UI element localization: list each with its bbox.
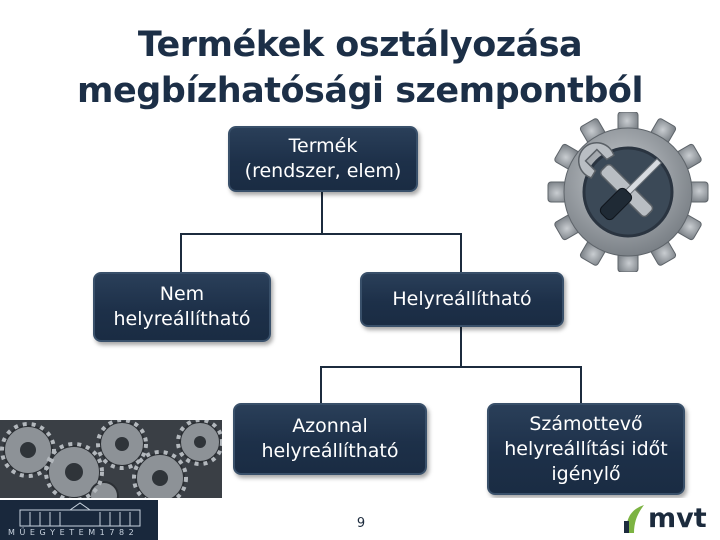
connector-level2-horizontal: [320, 366, 582, 368]
connector-root-down: [321, 190, 323, 234]
node-significant-line-3: igénylő: [551, 462, 621, 485]
node-immediate-line-1: Azonnal: [292, 415, 368, 437]
gears-photo: [0, 420, 222, 502]
university-logo: [0, 500, 158, 540]
node-product-line-2: (rendszer, elem): [244, 160, 402, 182]
university-logo-text: M Ű E G Y E T E M 1 7 8 2: [8, 528, 135, 537]
node-repairable: [360, 272, 564, 327]
connector-level1-horizontal: [180, 233, 462, 235]
leaf-icon: [622, 503, 646, 535]
node-product: [228, 126, 418, 192]
node-product-line-1: Termék: [288, 135, 358, 157]
page-title: [0, 22, 720, 114]
node-immediately-repairable: [233, 403, 427, 475]
connector-to-significant: [580, 366, 582, 404]
connector-to-repairable: [460, 233, 462, 273]
title-line-1: Termékek osztályozása: [137, 25, 583, 65]
node-significant-line-2: helyreállítási időt: [504, 437, 668, 460]
node-significant-repair-time: [487, 403, 685, 495]
node-non-repairable: [93, 272, 271, 342]
title-line-2: megbízhatósági szempontból: [77, 71, 643, 111]
connector-repairable-down: [460, 325, 462, 367]
brand-logo-text: mvt: [648, 503, 707, 534]
connector-to-immediate: [320, 366, 322, 404]
gear-tools-icon: [542, 112, 714, 272]
brand-logo: [622, 503, 714, 537]
node-immediate-line-2: helyreállítható: [261, 440, 399, 462]
node-non-repairable-line-2: helyreállítható: [113, 308, 251, 330]
node-non-repairable-line-1: Nem: [159, 283, 205, 305]
node-repairable-line-1: Helyreállítható: [392, 288, 532, 310]
node-significant-line-1: Számottevő: [529, 412, 643, 435]
connector-to-non-repairable: [180, 233, 182, 273]
page-number: 9: [356, 516, 366, 531]
